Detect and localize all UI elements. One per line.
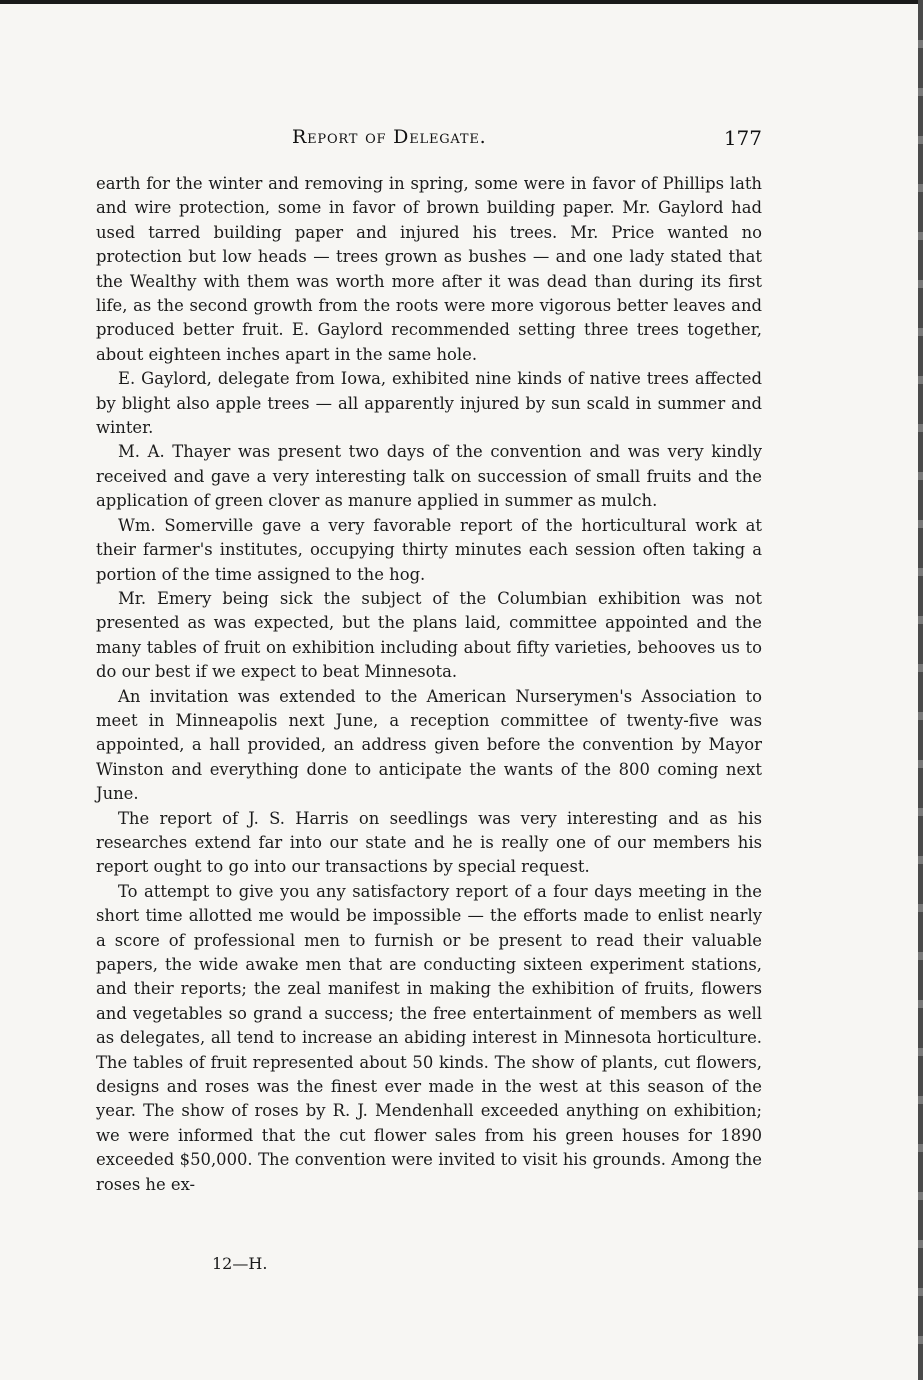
right-border bbox=[918, 0, 923, 1380]
paragraph: earth for the winter and removing in spring, some were in favor of Phillips lath and wire protection, some in favor of brown building paper. Mr. Gaylord had used tarred building paper and injured his trees. Mr. Price wanted no protection but low heads — trees grown as bushes — and one lady stated that the Wealthy with them was worth more after it was dead than during its first life, as the second growth from the roots were more vigorous better leaves and produced better fruit. E. Gaylord recommended setting three trees together, about eighteen inches apart in the same hole. bbox=[96, 174, 762, 364]
paragraph: M. A. Thayer was present two days of the convention and was very kindly received and gave a very interesting talk on succession of small fruits and the application of green clover as manure applied in summer as mulch. bbox=[96, 442, 762, 511]
running-header bbox=[96, 126, 762, 154]
running-title: Report of Delegate. bbox=[292, 126, 487, 148]
paragraph: Mr. Emery being sick the subject of the Columbian exhibition was not presented as was expected, but the plans laid, committee appointed and the many tables of fruit on exhibition including about fifty varieties, behooves us to do our best if we expect to beat Minnesota. bbox=[96, 588, 762, 682]
paragraph: The report of J. S. Harris on seedlings was very interesting and as his researches extend far into our state and he is really one of our members his report ought to go into our transactions by special request. bbox=[96, 808, 762, 877]
signature-mark: 12—H. bbox=[212, 1254, 268, 1273]
paragraph: E. Gaylord, delegate from Iowa, exhibited nine kinds of native trees affected by blight also apple trees — all apparently injured by sun scald in summer and winter. bbox=[96, 369, 762, 438]
paragraph: An invitation was extended to the American Nurserymen's Association to meet in Minneapolis next June, a reception committee of twenty-five was appointed, a hall provided, an address given before the convention by Mayor Winston and everything done to anticipate the wants of the 800 coming next June. bbox=[96, 686, 762, 804]
body-text bbox=[96, 172, 762, 1197]
document-page bbox=[96, 126, 762, 1197]
paragraph: To attempt to give you any satisfactory report of a four days meeting in the short time allotted me would be impossible — the efforts made to enlist nearly a score of professional men to furnish or be present to read their valuable papers, the wide awake men that are conducting sixteen experiment stations, and their reports; the zeal manifest in making the exhibition of fruits, flowers and vegetables so grand a success; the free entertainment of members as well as delegates, all tend to increase an abiding interest in Minnesota horticulture. The tables of fruit represented about 50 kinds. The show of plants, cut flowers, designs and roses was the finest ever made in the west at this season of the year. The show of roses by R. J. Mendenhall exceeded anything on exhibition; we were informed that the cut flower sales from his green houses for 1890 exceeded $50,000. The convention were invited to visit his grounds. Among the roses he ex- bbox=[96, 881, 762, 1194]
paragraph: Wm. Somerville gave a very favorable report of the horticultural work at their farmer's institutes, occupying thirty minutes each session often taking a portion of the time assigned to the hog. bbox=[96, 515, 762, 584]
top-border bbox=[0, 0, 923, 4]
page-number: 177 bbox=[723, 126, 762, 150]
